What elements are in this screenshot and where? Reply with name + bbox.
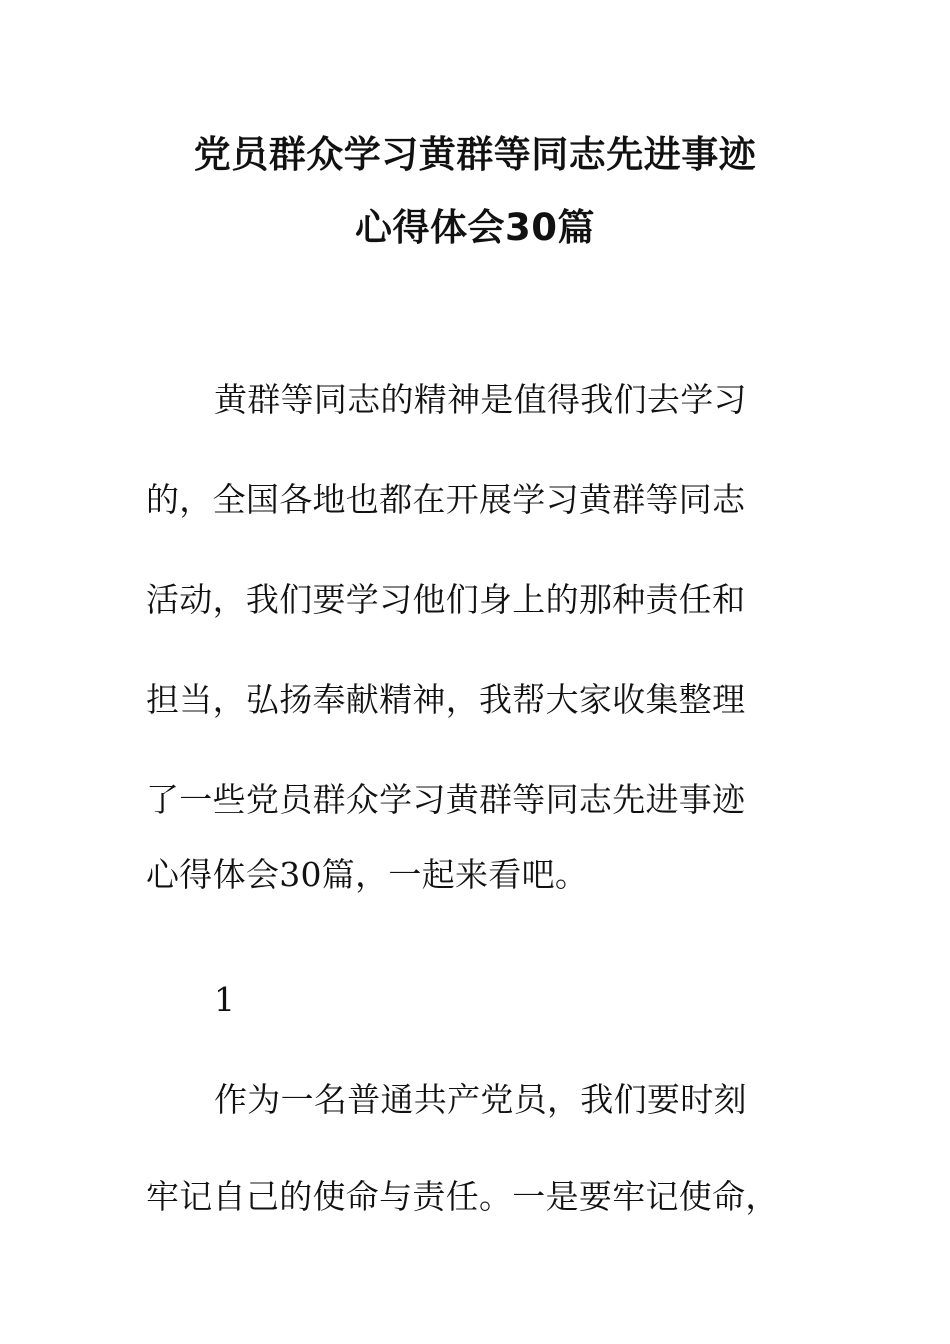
section-line-1: 作为一名普通共产党员，我们要时刻: [214, 1080, 747, 1119]
document-title-line-1: 党员群众学习黄群等同志先进事迹: [193, 133, 757, 176]
section-line-2: 牢记自己的使命与责任。一是要牢记使命，: [146, 1177, 779, 1216]
intro-line-6: 心得体会30篇，一起来看吧。: [146, 855, 589, 894]
intro-line-4: 担当，弘扬奉献精神，我帮大家收集整理: [146, 680, 746, 719]
intro-line-1: 黄群等同志的精神是值得我们去学习: [214, 380, 747, 419]
intro-line-2: 的，全国各地也都在开展学习黄群等同志: [146, 480, 746, 519]
section-number: 1: [214, 980, 236, 1019]
document-title-line-2: 心得体会30篇: [355, 206, 595, 249]
intro-line-5: 了一些党员群众学习黄群等同志先进事迹: [146, 780, 746, 819]
intro-line-3: 活动，我们要学习他们身上的那种责任和: [146, 580, 746, 619]
